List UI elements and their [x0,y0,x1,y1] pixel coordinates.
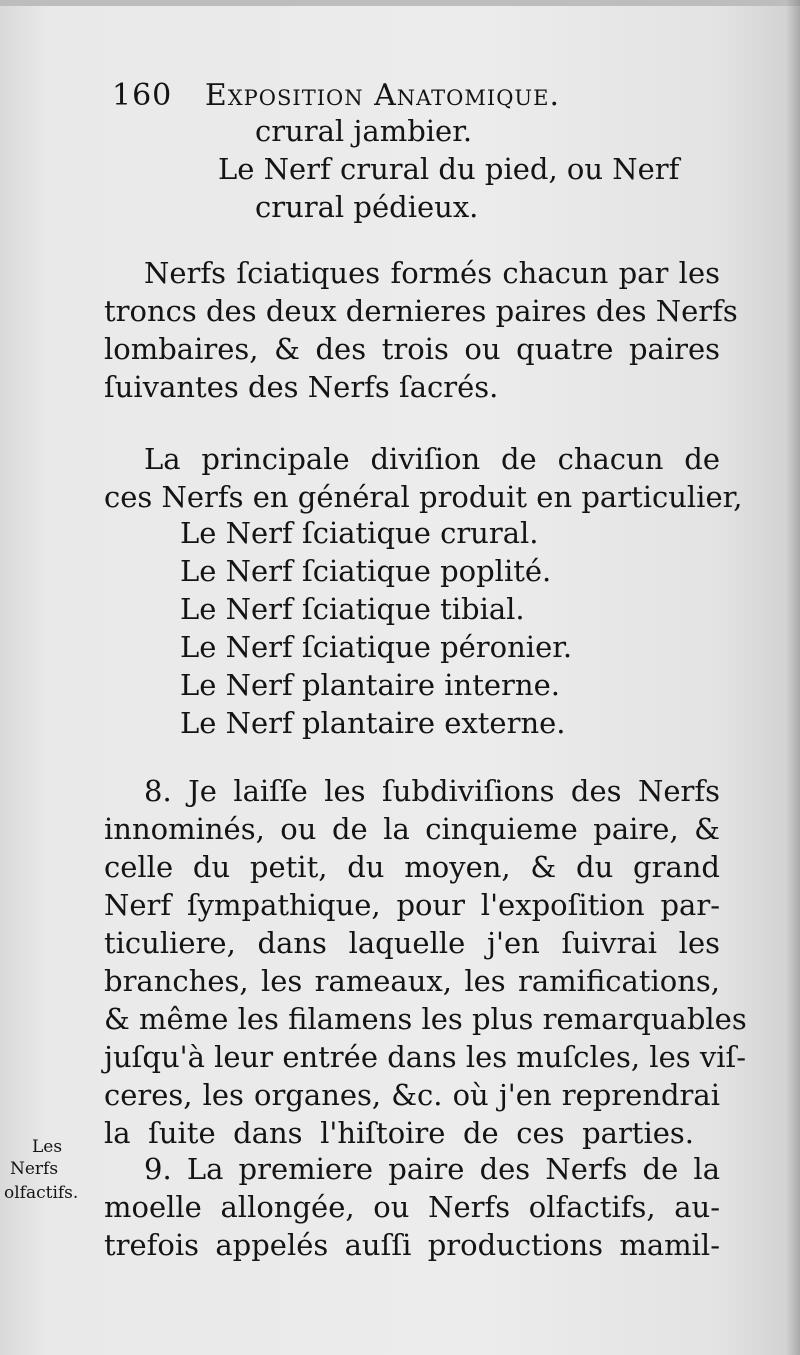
text-line: branches, les rameaux, les ramifications, [104,964,720,998]
text-line: Le Nerf crural du pied, ou Nerf [218,152,680,186]
text-line: Nerfs ſciatiques formés chacun par les [144,256,720,290]
running-header [112,78,752,113]
text-line: la ſuite dans l'hiſtoire de ces parties. [104,1116,694,1150]
text-line: ſuivantes des Nerfs ſacrés. [104,370,499,404]
text-line: lombaires, & des trois ou quatre paires [104,332,720,366]
text-line: 9. La premiere paire des Nerfs de la [144,1152,720,1186]
text-line: Nerf ſympathique, pour l'expoſition par- [104,888,720,922]
margin-note-line: Les [32,1137,63,1157]
text-line: ceres, les organes, &c. où j'en reprendrai [104,1078,720,1112]
text-line: ces Nerfs en général produit en particulier, [104,480,743,514]
list-item: Le Nerf ſciatique péronier. [180,630,573,664]
text-line: celle du petit, du moyen, & du grand [104,850,720,884]
text-line: La principale diviſion de chacun de [144,442,720,476]
list-item: Le Nerf ſciatique poplité. [180,554,552,588]
text-line: troncs des deux dernieres paires des Nerfs [104,294,738,328]
scan-edge-top [0,0,800,6]
text-line: crural jambier. [255,114,473,148]
text-line: 8. Je laiſſe les ſubdiviſions des Nerfs [144,774,720,808]
list-item: Le Nerf ſciatique crural. [180,516,539,550]
text-line: crural pédieux. [255,190,479,224]
text-line: trefois appelés auſſi productions mamil- [104,1228,720,1262]
margin-note-line: olfactifs. [4,1183,79,1203]
list-item: Le Nerf plantaire interne. [180,668,560,702]
text-line: & même les filamens les plus remarquables [104,1002,747,1036]
text-line: ticuliere, dans laquelle j'en ſuivrai les [104,926,720,960]
text-line: innominés, ou de la cinquieme paire, & [104,812,720,846]
page-number: 160 [112,78,173,113]
page-gutter-shadow [786,0,800,1355]
margin-note-line: Nerfs [10,1159,59,1179]
text-line: juſqu'à leur entrée dans les muſcles, les viſ- [104,1040,747,1074]
list-item: Le Nerf plantaire externe. [180,706,566,740]
list-item: Le Nerf ſciatique tibial. [180,592,525,626]
running-title: Exposition Anatomique. [204,78,560,113]
text-line: moelle allongée, ou Nerfs olfactifs, au- [104,1190,720,1224]
